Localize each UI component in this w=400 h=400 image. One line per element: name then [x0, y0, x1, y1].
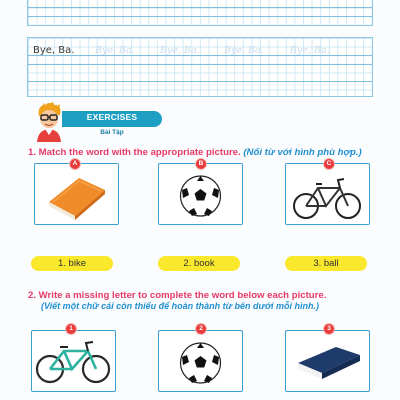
picture-box-b: [158, 163, 243, 225]
question-1-text: 1. Match the word with the appropriate picture.: [28, 147, 241, 158]
badge-1: 1: [65, 323, 77, 335]
word-pill-book[interactable]: 2. book: [158, 256, 240, 271]
picture-box-2: [158, 330, 243, 392]
picture-box-c: [285, 163, 370, 225]
badge-c: C: [323, 158, 335, 170]
badge-3: 3: [323, 323, 335, 335]
exercises-subtitle: Bài Tập: [100, 129, 124, 136]
picture-box-a: [34, 163, 119, 225]
book-icon: [35, 164, 118, 224]
word-pill-bike[interactable]: 1. bike: [31, 256, 113, 271]
question-2-title: 2. Write a missing letter to complete the word below each picture.: [28, 290, 327, 301]
soccer-ball-icon: [159, 331, 242, 391]
badge-a: A: [69, 158, 81, 170]
book-icon: [286, 331, 369, 391]
badge-2: 2: [195, 323, 207, 335]
boy-mascot-icon: [31, 102, 67, 142]
picture-box-1: [31, 330, 116, 392]
practice-model-text: Bye, Ba.: [33, 45, 75, 56]
practice-trace-text: Bye, Ba.: [290, 45, 330, 56]
bicycle-icon: [32, 331, 115, 391]
practice-grid-top: [27, 0, 373, 26]
question-1-translation: (Nối từ với hình phù hợp.): [243, 147, 362, 158]
exercises-title: EXERCISES: [86, 112, 138, 122]
bicycle-icon: [286, 164, 369, 224]
practice-trace-text: Bye, Ba.: [95, 45, 135, 56]
badge-b: B: [195, 158, 207, 170]
practice-trace-text: Bye, Ba.: [224, 45, 264, 56]
picture-box-3: [285, 330, 370, 392]
question-2-translation: (Viết một chữ cái còn thiếu để hoàn thành từ bên dưới mỗi hình.): [41, 301, 319, 311]
question-1-title: [28, 147, 362, 158]
word-pill-ball[interactable]: 3. ball: [285, 256, 367, 271]
soccer-ball-icon: [159, 164, 242, 224]
practice-trace-text: Bye, Ba.: [160, 45, 200, 56]
